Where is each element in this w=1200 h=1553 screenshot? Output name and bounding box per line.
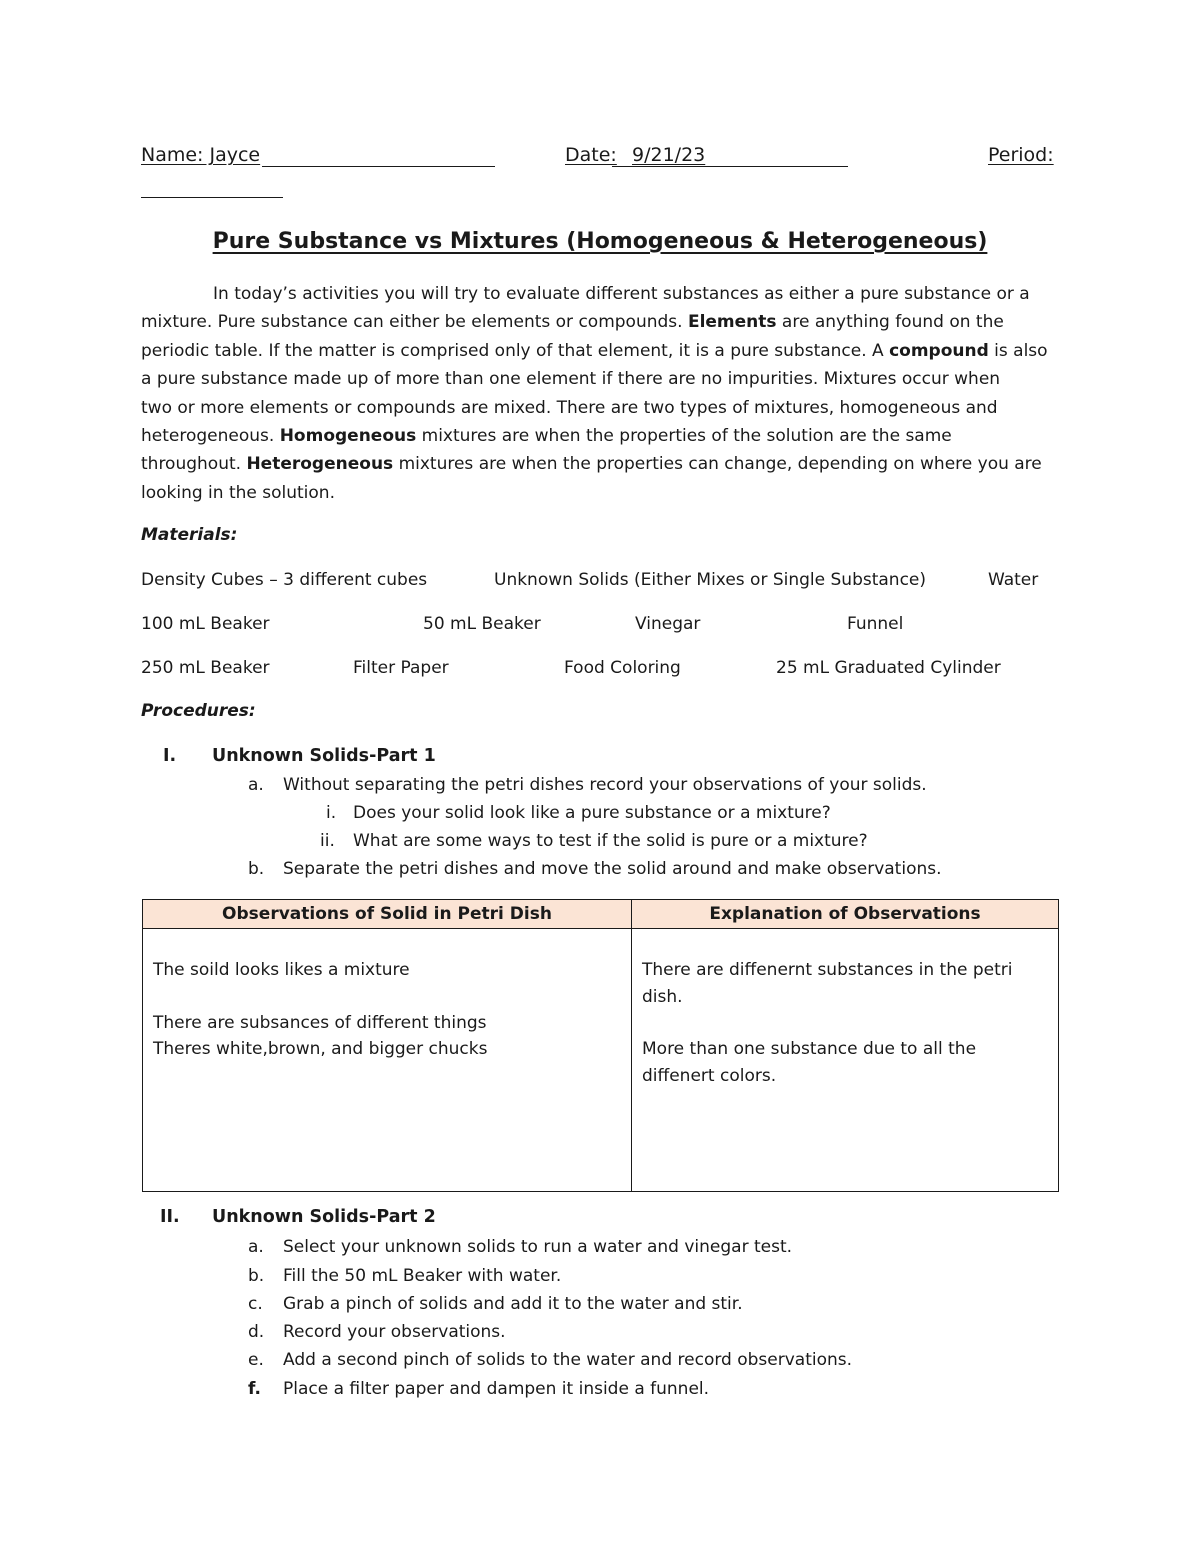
material-item: Food Coloring [564,658,681,678]
explanation-text: dish. [642,986,683,1007]
step-text: What are some ways to test if the solid is pure or a mixture? [353,831,868,851]
intro-paragraph [141,280,1061,507]
step-text: Without separating the petri dishes record your observations of your solids. [283,775,927,795]
term-compound: compound [889,340,989,361]
intro-line: looking in the solution. [141,482,335,503]
term-elements: Elements [687,312,777,333]
step-text: Separate the petri dishes and move the solid around and make observations. [283,859,942,879]
intro-line: two or more elements or compounds are mixed. There are two types of mixtures, homogeneous and [141,397,998,418]
step-text: Fill the 50 mL Beaker with water. [283,1266,562,1286]
material-item: Funnel [847,614,904,634]
observation-table [142,899,1059,1192]
material-item: Water [988,570,1039,590]
material-item: Vinegar [635,614,701,634]
material-item: 25 mL Graduated Cylinder [776,658,1001,678]
date-value: 9/21/23 [632,144,706,166]
procedures-heading: Procedures: [141,701,256,721]
observation-text: Theres white,brown, and bigger chucks [153,1039,488,1059]
period-underline [141,197,283,198]
name-underline [262,166,495,167]
materials-heading: Materials: [141,525,238,545]
table-row [143,929,1059,1192]
observation-text: The soild looks likes a mixture [153,960,410,980]
name-field: Name: Jayce [141,144,261,166]
intro-line: mixture. Pure substance can either be elements or compounds. Elements are anything found on the [141,312,1004,333]
worksheet-title: Pure Substance vs Mixtures (Homogeneous & Heterogeneous) [212,229,988,254]
material-item: 50 mL Beaker [423,614,541,634]
material-item: 250 mL Beaker [141,658,270,678]
explanation-cell[interactable] [632,929,1059,1192]
step-marker: i. [326,803,337,823]
table-header-observations: Observations of Solid in Petri Dish [143,900,632,929]
period-label: Period: [988,144,1054,166]
step-text: Select your unknown solids to run a water and vinegar test. [283,1237,793,1257]
step-text: Place a filter paper and dampen it inside a funnel. [283,1379,710,1399]
term-homogeneous: Homogeneous [279,426,417,447]
step-marker: d. [248,1322,265,1342]
step-text: Grab a pinch of solids and add it to the water and stir. [283,1294,743,1314]
material-item: Density Cubes – 3 different cubes [141,570,428,590]
part1-number: I. [163,746,177,766]
step-text: Does your solid look like a pure substance or a mixture? [353,803,831,823]
table-header-explanation: Explanation of Observations [632,900,1059,929]
part2-number: II. [160,1207,180,1227]
part2-title: Unknown Solids-Part 2 [212,1207,436,1227]
material-item: 100 mL Beaker [141,614,270,634]
explanation-text: There are diffenernt substances in the petri [642,960,1013,980]
material-item: Filter Paper [353,658,449,678]
intro-line: heterogeneous. Homogeneous mixtures are when the properties of the solution are the same [141,426,952,447]
step-marker: e. [248,1350,264,1370]
step-marker: f. [248,1379,261,1399]
material-item: Unknown Solids (Either Mixes or Single Substance) [494,570,927,590]
date-underline [612,166,848,167]
part1-title: Unknown Solids-Part 1 [212,746,436,766]
observation-text: There are subsances of different things [153,1012,487,1033]
step-marker: a. [248,1237,264,1257]
intro-line: In today’s activities you will try to evaluate different substances as either a pure substance or a [213,284,1030,304]
step-text: Record your observations. [283,1322,506,1342]
step-marker: b. [248,1266,265,1286]
date-label: Date: [565,144,617,166]
explanation-text: More than one substance due to all the [642,1039,977,1059]
step-text: Add a second pinch of solids to the water and record observations. [283,1350,853,1370]
observations-cell[interactable] [143,929,632,1192]
intro-line: throughout. Heterogeneous mixtures are when the properties can change, depending on where you are [141,454,1042,475]
step-marker: a. [248,775,264,795]
term-heterogeneous: Heterogeneous [246,454,394,475]
intro-line: periodic table. If the matter is comprised only of that element, it is a pure substance. A compound is also [141,340,1048,361]
step-marker: ii. [320,831,335,851]
step-marker: b. [248,859,265,879]
intro-line: a pure substance made up of more than one element if there are no impurities. Mixtures occur when [141,369,1001,390]
step-marker: c. [248,1294,263,1314]
explanation-text: diffenert colors. [642,1065,777,1086]
